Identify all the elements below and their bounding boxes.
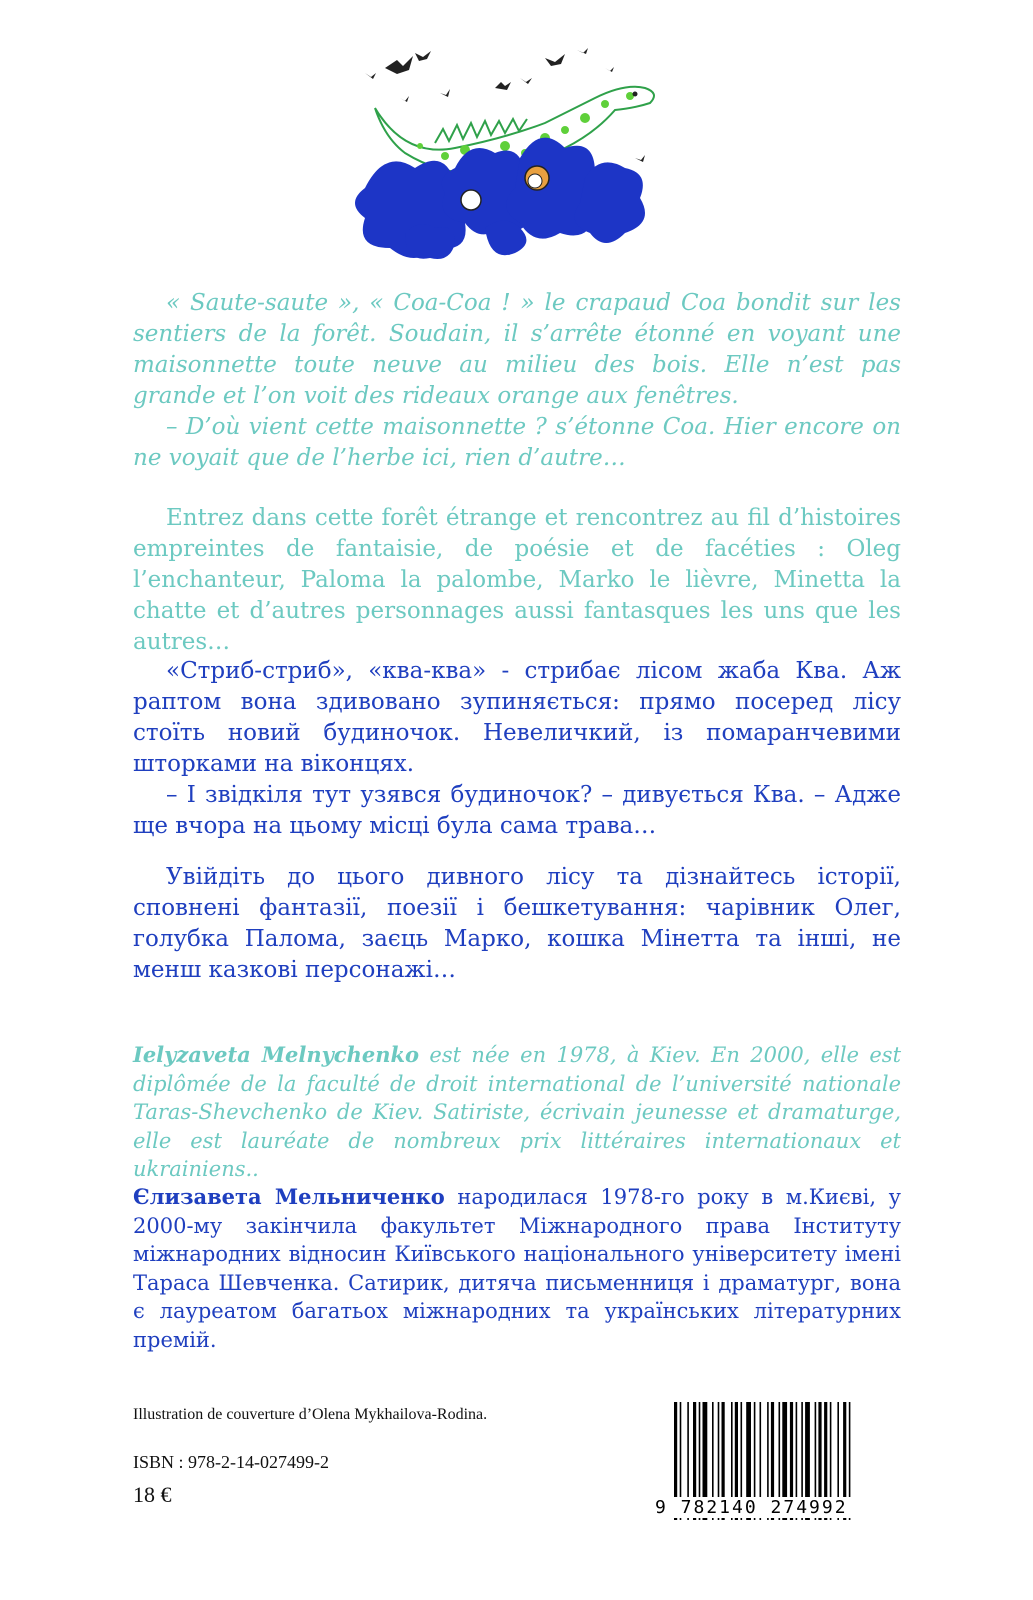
blurb-uk-quote [133, 656, 901, 842]
barcode-digits: 9 782140 274992 [655, 1497, 895, 1518]
isbn: ISBN : 978-2-14-027499-2 [133, 1452, 329, 1472]
author-bio-fr-text: est née en 1978, à Kiev. En 2000, elle est diplômée de la faculté de droit international de l’université nationale Taras-Shevchenko de Kiev. Satiriste, écrivain jeunesse et dramaturge, elle est lauréate de nombreux prix littéraires internationaux et ukrainiens.. [133, 1043, 902, 1181]
blurb-fr-summary [133, 503, 901, 658]
blurb-fr-quote [133, 288, 901, 474]
author-name-fr: Ielyzaveta Melnychenko [133, 1042, 420, 1067]
author-name-uk: Єлизавета Мельниченко [133, 1184, 445, 1209]
blurb-fr-paragraph-2: – D’où vient cette maisonnette ? s’étonne Coa. Hier encore on ne voyait que de l’herbe ici, rien d’autre… [133, 414, 901, 471]
author-bio-uk [133, 1183, 901, 1354]
blurb-uk-paragraph-1: «Стриб-стриб», «ква-ква» - стрибає лісом жаба Ква. Аж раптом вона здивовано зупиняється: прямо посеред лісу стоїть новий будиночок. Невеличкий, із помаранчевими шторками на віконцях. [133, 658, 901, 777]
blurb-fr-paragraph-3: Entrez dans cette forêt étrange et rencontrez au fil d’histoires empreintes de fantaisie, de poésie et de facéties : Oleg l’enchanteur, Paloma la palombe, Marko le lièvre, Minetta la chatte et d’autres personnages aussi fantasques les uns que les autres… [133, 505, 901, 655]
blurb-uk-paragraph-2: – І звідкіля тут узявся будиночок? – дивується Ква. – Адже ще вчора на цьому місці була сама трава… [133, 782, 901, 839]
blurb-uk-summary [133, 862, 901, 986]
flowers-icon [355, 138, 645, 259]
price: 18 € [133, 1482, 172, 1507]
illustration-credit: Illustration de couverture d’Olena Mykhailova-Rodina. [133, 1406, 488, 1423]
cover-illustration [345, 38, 675, 263]
blurb-fr-paragraph-1: « Saute-saute », « Coa-Coa ! » le crapaud Coa bondit sur les sentiers de la forêt. Soudain, il s’arrête étonné en voyant une maisonnette toute neuve au milieu des bois. Elle n’est pas grande et l’on voit des rideaux orange aux fenêtres. [133, 290, 901, 409]
blurb-uk-paragraph-3: Увійдіть до цього дивного лісу та дізнайтесь історії, сповнені фантазії, поезії і бешкетування: чарівник Олег, голубка Палома, заєць Марко, кошка Мінетта та інші, не менш казкові персонажі… [133, 864, 901, 983]
author-bio-uk-text: народилася 1978-го року в м.Києві, у 2000-му закінчила факультет Міжнародного права Інституту міжнародних відносин Київського національного університету імені Тараса Шевченка. Сатирик, дитяча письменниця і драматург, вона є лауреатом багатьох міжнародних та українських літературних премій. [133, 1185, 901, 1352]
author-bio-fr [133, 1041, 901, 1184]
